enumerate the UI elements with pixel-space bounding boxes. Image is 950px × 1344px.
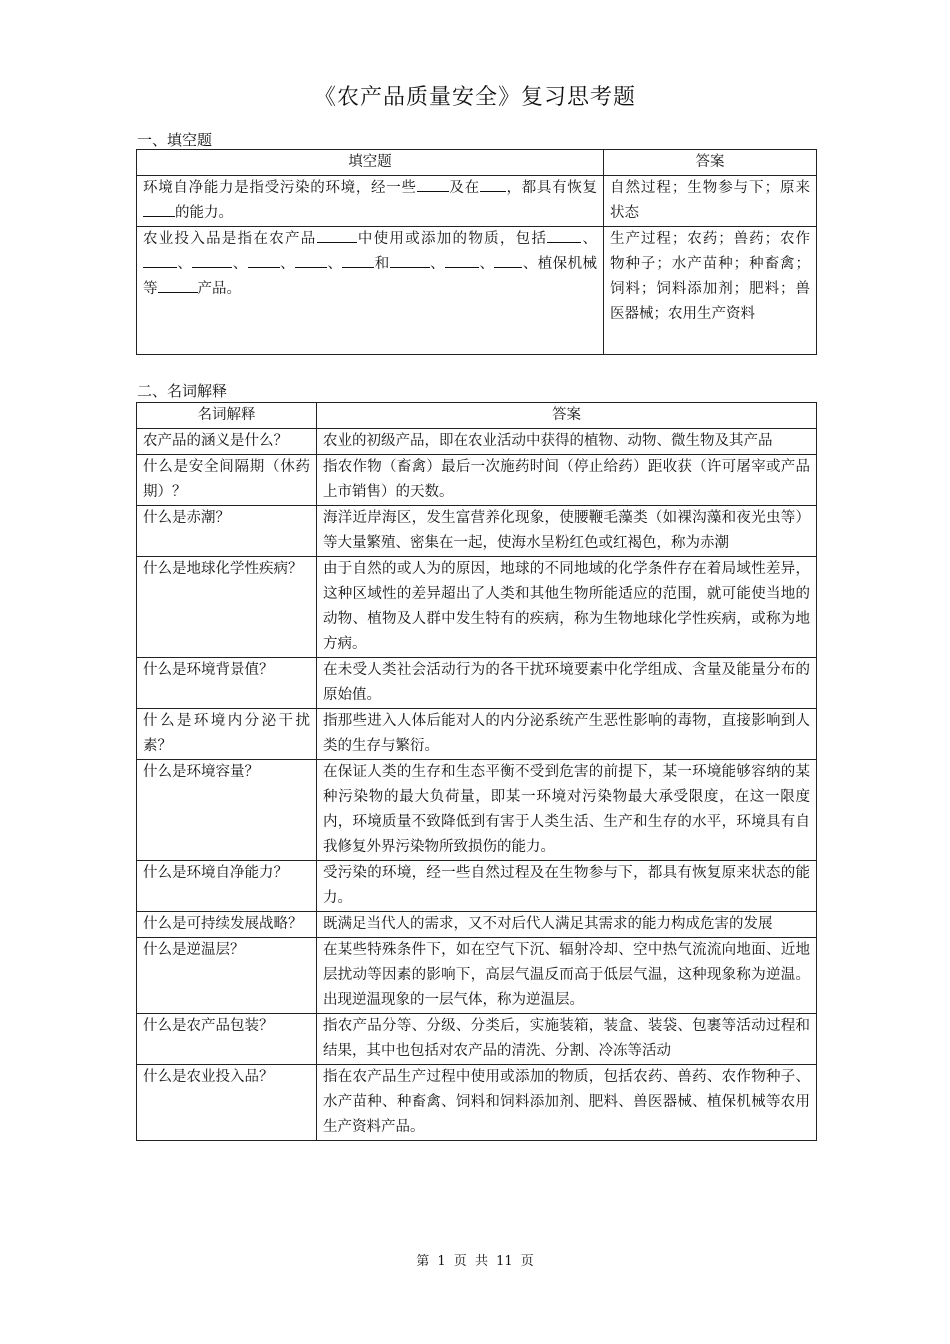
- term-cell: 什么是环境容量？: [137, 760, 317, 861]
- table-row: [137, 506, 817, 557]
- definition-cell: 受污染的环境，经一些自然过程及在生物参与下，都具有恢复原来状态的能力。: [317, 861, 817, 912]
- fill-blank-question: 环境自净能力是指受污染的环境，经一些 及在 ，都具有恢复的能力。: [137, 176, 604, 227]
- term-cell: 什么是地球化学性疾病？: [137, 557, 317, 658]
- table-header-row: [137, 403, 817, 429]
- table-row: [137, 176, 817, 227]
- column-header-answer: 答案: [317, 403, 817, 429]
- answer-blank: [143, 201, 175, 217]
- answer-blank: [295, 252, 327, 268]
- answer-blank: [248, 252, 280, 268]
- table-row: [137, 455, 817, 506]
- answer-blank: [547, 227, 581, 243]
- definition-cell: 农业的初级产品，即在农业活动中获得的植物、动物、微生物及其产品: [317, 429, 817, 455]
- term-cell: 什么是安全间隔期（休药期）？: [137, 455, 317, 506]
- page-footer: 第 1 页 共 11 页: [416, 1254, 534, 1269]
- table-row: [137, 658, 817, 709]
- table-row: [137, 912, 817, 938]
- definition-cell: 指那些进入人体后能对人的内分泌系统产生恶性影响的毒物，直接影响到人类的生存与繁衍。: [317, 709, 817, 760]
- answer-blank: [480, 176, 506, 192]
- table-row: [137, 938, 817, 1014]
- answer-blank: [143, 252, 177, 268]
- term-cell: 农产品的涵义是什么？: [137, 429, 317, 455]
- table-row: [137, 760, 817, 861]
- fill-blank-question: 农业投入品是指在农产品 中使用或添加的物质，包括 、、 、 、 、 和 、 、 、植保机械等 产品。: [137, 227, 604, 355]
- page-title: 《农产品质量安全》复习思考题: [313, 85, 636, 110]
- glossary-table: [136, 402, 817, 1141]
- term-cell: 什么是农产品包装？: [137, 1014, 317, 1065]
- definition-cell: 指在农产品生产过程中使用或添加的物质，包括农药、兽药、农作物种子、水产苗种、种畜禽、饲料和饲料添加剂、肥料、兽医器械、植保机械等农用生产资料产品。: [317, 1065, 817, 1141]
- table-row: [137, 227, 817, 355]
- term-cell: 什么是农业投入品？: [137, 1065, 317, 1141]
- table-row: [137, 709, 817, 760]
- column-header-answer: 答案: [604, 150, 817, 176]
- answer-blank: [494, 252, 522, 268]
- term-cell: 什么是逆温层？: [137, 938, 317, 1014]
- current-page-number: 1: [437, 1254, 446, 1269]
- table-row: [137, 429, 817, 455]
- answer-blank: [390, 252, 430, 268]
- section-heading-fill-blank: 一、填空题: [137, 131, 213, 149]
- fill-blank-answer: 生产过程；农药；兽药；农作物种子；水产苗种；种畜禽；饲料；饲料添加剂；肥料；兽医器械；农用生产资料: [604, 227, 817, 355]
- definition-cell: 既满足当代人的需求，又不对后代人满足其需求的能力构成危害的发展: [317, 912, 817, 938]
- column-header-term: 名词解释: [137, 403, 317, 429]
- term-cell: 什么是环境自净能力？: [137, 861, 317, 912]
- answer-blank: [445, 252, 479, 268]
- term-cell: 什么是环境内分泌干扰素？: [137, 709, 317, 760]
- answer-blank: [417, 176, 449, 192]
- answer-blank: [317, 227, 357, 243]
- term-cell: 什么是可持续发展战略？: [137, 912, 317, 938]
- definition-cell: 由于自然的或人为的原因，地球的不同地域的化学条件存在着局域性差异，这种区域性的差异超出了人类和其他生物所能适应的范围，就可能使当地的动物、植物及人群中发生特有的疾病，称为生物地球化学性疾病，或称为地方病。: [317, 557, 817, 658]
- table-row: [137, 861, 817, 912]
- definition-cell: 在未受人类社会活动行为的各干扰环境要素中化学组成、含量及能量分布的原始值。: [317, 658, 817, 709]
- definition-cell: 指农作物（畜禽）最后一次施药时间（停止给药）距收获（许可屠宰或产品上市销售）的天数。: [317, 455, 817, 506]
- definition-cell: 海洋近岸海区，发生富营养化现象，使腰鞭毛藻类（如裸沟藻和夜光虫等）等大量繁殖、密集在一起，使海水呈粉红色或红褐色，称为赤潮: [317, 506, 817, 557]
- column-header-question: 填空题: [137, 150, 604, 176]
- table-header-row: [137, 150, 817, 176]
- section-heading-glossary: 二、名词解释: [137, 382, 228, 400]
- definition-cell: 在某些特殊条件下，如在空气下沉、辐射冷却、空中热气流流向地面、近地层扰动等因素的影响下，高层气温反而高于低层气温，这种现象称为逆温。出现逆温现象的一层气体，称为逆温层。: [317, 938, 817, 1014]
- answer-blank: [342, 252, 374, 268]
- fill-blank-table: [136, 149, 817, 355]
- table-row: [137, 557, 817, 658]
- answer-blank: [192, 252, 232, 268]
- answer-blank: [158, 277, 198, 293]
- definition-cell: 指农产品分等、分级、分类后，实施装箱，装盒、装袋、包裹等活动过程和结果，其中也包括对农产品的清洗、分割、冷冻等活动: [317, 1014, 817, 1065]
- term-cell: 什么是环境背景值？: [137, 658, 317, 709]
- fill-blank-answer: 自然过程；生物参与下；原来状态: [604, 176, 817, 227]
- table-row: [137, 1065, 817, 1141]
- term-cell: 什么是赤潮？: [137, 506, 317, 557]
- total-page-count: 11: [496, 1254, 513, 1269]
- definition-cell: 在保证人类的生存和生态平衡不受到危害的前提下，某一环境能够容纳的某种污染物的最大负荷量，即某一环境对污染物最大承受限度，在这一限度内，环境质量不致降低到有害于人类生活、生产和生存的水平，环境具有自我修复外界污染物所致损伤的能力。: [317, 760, 817, 861]
- table-row: [137, 1014, 817, 1065]
